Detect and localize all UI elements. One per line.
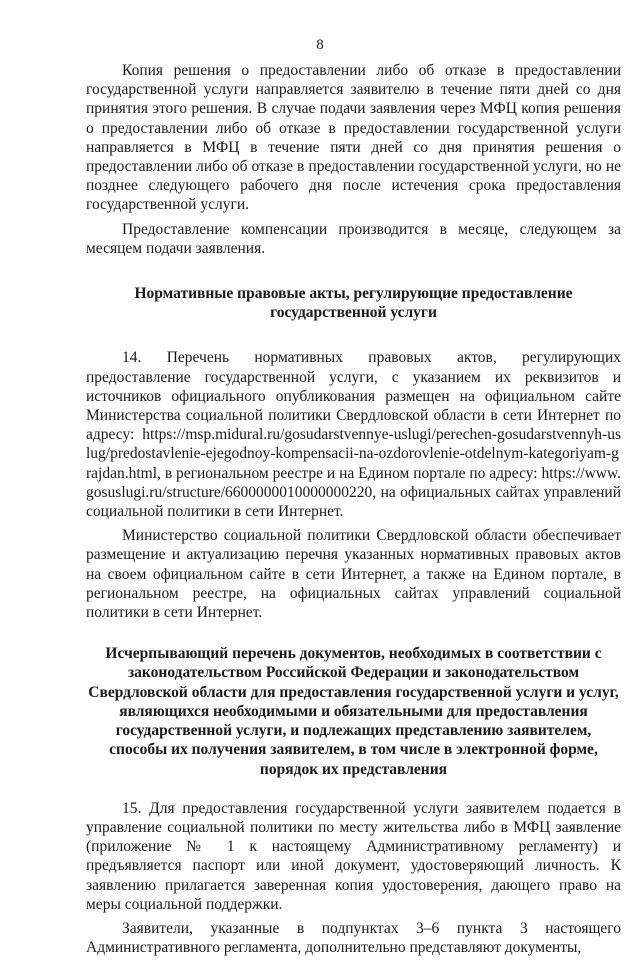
msp-site-link[interactable]: https://msp.midural.ru/gosudarstvennye-uslugi/perechen-gosudarstvennyh-uslug/predostavlenie-ejegodnoy-kompensacii-na-ozdorovlenie-otdelnym-kategoriyam-grajdan.html, bbox=[86, 426, 621, 482]
paragraph-applicants: Заявители, указанные в подпунктах 3–6 пункта 3 настоящего Административного регламента, дополнительно представляют документы, bbox=[86, 919, 621, 957]
paragraph-15: 15. Для предоставления государственной услуги заявителем подается в управление социальной политики по месту жительства либо в МФЦ заявление (приложение № 1 к настоящему Административному регламенту) и предъявляется паспорт или иной документ, удостоверяющий личность. К заявлению прилагается заверенная копия удостоверения, дающего право на меры социальной поддержки. bbox=[86, 799, 621, 913]
gosuslugi-link[interactable]: https://www.gosuslugi.ru/structure/6600000010000000220, bbox=[86, 464, 622, 501]
paragraph-14 bbox=[86, 348, 621, 521]
paragraph-decision-copy: Копия решения о предоставлении либо об отказе в предоставлении государственной услуги направляется заявителю в течение пяти дней со дня принятия этого решения. В случае подачи заявления через МФЦ копия решения о предоставлении либо об отказе в предоставлении государственной услуги направляется в МФЦ в течение пяти дней со дня принятия решения о предоставлении либо об отказе в предоставлении государственной услуги, но не позднее следующего рабочего дня после истечения срока предоставления государственной услуги. bbox=[86, 62, 621, 214]
document-body bbox=[86, 61, 621, 962]
paragraph-14-text-3: на официальных сайтах управлений социальной политики в сети Интернет. bbox=[86, 483, 621, 521]
paragraph-14-text-2: в региональном реестре и на Едином портале по адресу: bbox=[164, 464, 538, 482]
page-number: 8 bbox=[316, 37, 324, 53]
paragraph-ministry: Министерство социальной политики Свердловской области обеспечивает размещение и актуализацию перечня указанных нормативных правовых актов на своем официальном сайте в сети Интернет, а также на Едином портале, в региональном реестре, на официальных сайтах управлений социальной политики в сети Интернет. bbox=[86, 527, 621, 622]
paragraph-compensation: Предоставление компенсации производится в месяце, следующем за месяцем подачи заявления. bbox=[86, 220, 621, 257]
heading-normative-acts: Нормативные правовые акты, регулирующие предоставление государственной услуги bbox=[134, 285, 573, 322]
heading-documents-list: Исчерпывающий перечень документов, необходимых в соответствии с законодательством Российской Федерации и законодательством Свердловской области для предоставления государственной услуги и услуг, являющихся необходимыми и обязательными для предоставления государственной услуги, и подлежащих представлению заявителем, способы их получения заявителем, в том числе в электронной форме, порядок их представления bbox=[88, 645, 619, 778]
paragraph-14-text-1: 14. Перечень нормативных правовых актов, регулирующих предоставление государственной услуги, с указанием их реквизитов и источников официального опубликования размещен на официальном сайте Министерства социальной политики Свердловской области в сети Интернет по адресу: bbox=[86, 349, 621, 444]
